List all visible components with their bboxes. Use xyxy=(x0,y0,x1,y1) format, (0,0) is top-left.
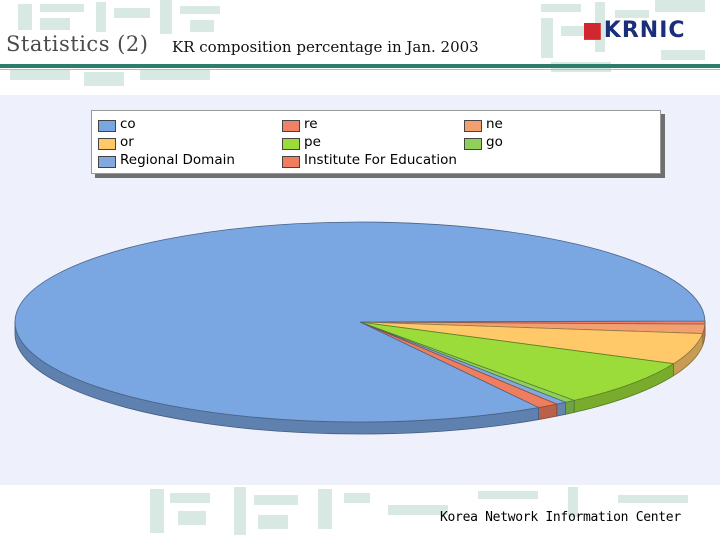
legend-label: pe xyxy=(304,134,321,150)
logo-text: KRNIC xyxy=(603,18,686,43)
legend-label: co xyxy=(120,116,136,132)
legend-label: or xyxy=(120,134,134,150)
pie-side-regional-domain xyxy=(557,402,566,416)
legend-label: ne xyxy=(486,116,503,132)
legend-label: re xyxy=(304,116,318,132)
legend-label: Institute For Education xyxy=(304,152,457,168)
logo-mark: ■ xyxy=(582,18,604,43)
slide-title: Statistics (2) xyxy=(6,32,149,56)
pie-side-go xyxy=(566,400,575,414)
legend-label: Regional Domain xyxy=(120,152,235,168)
slide-subtitle: KR composition percentage in Jan. 2003 xyxy=(172,38,479,56)
legend-label: go xyxy=(486,134,503,150)
footer-organization: Korea Network Information Center xyxy=(440,510,681,525)
